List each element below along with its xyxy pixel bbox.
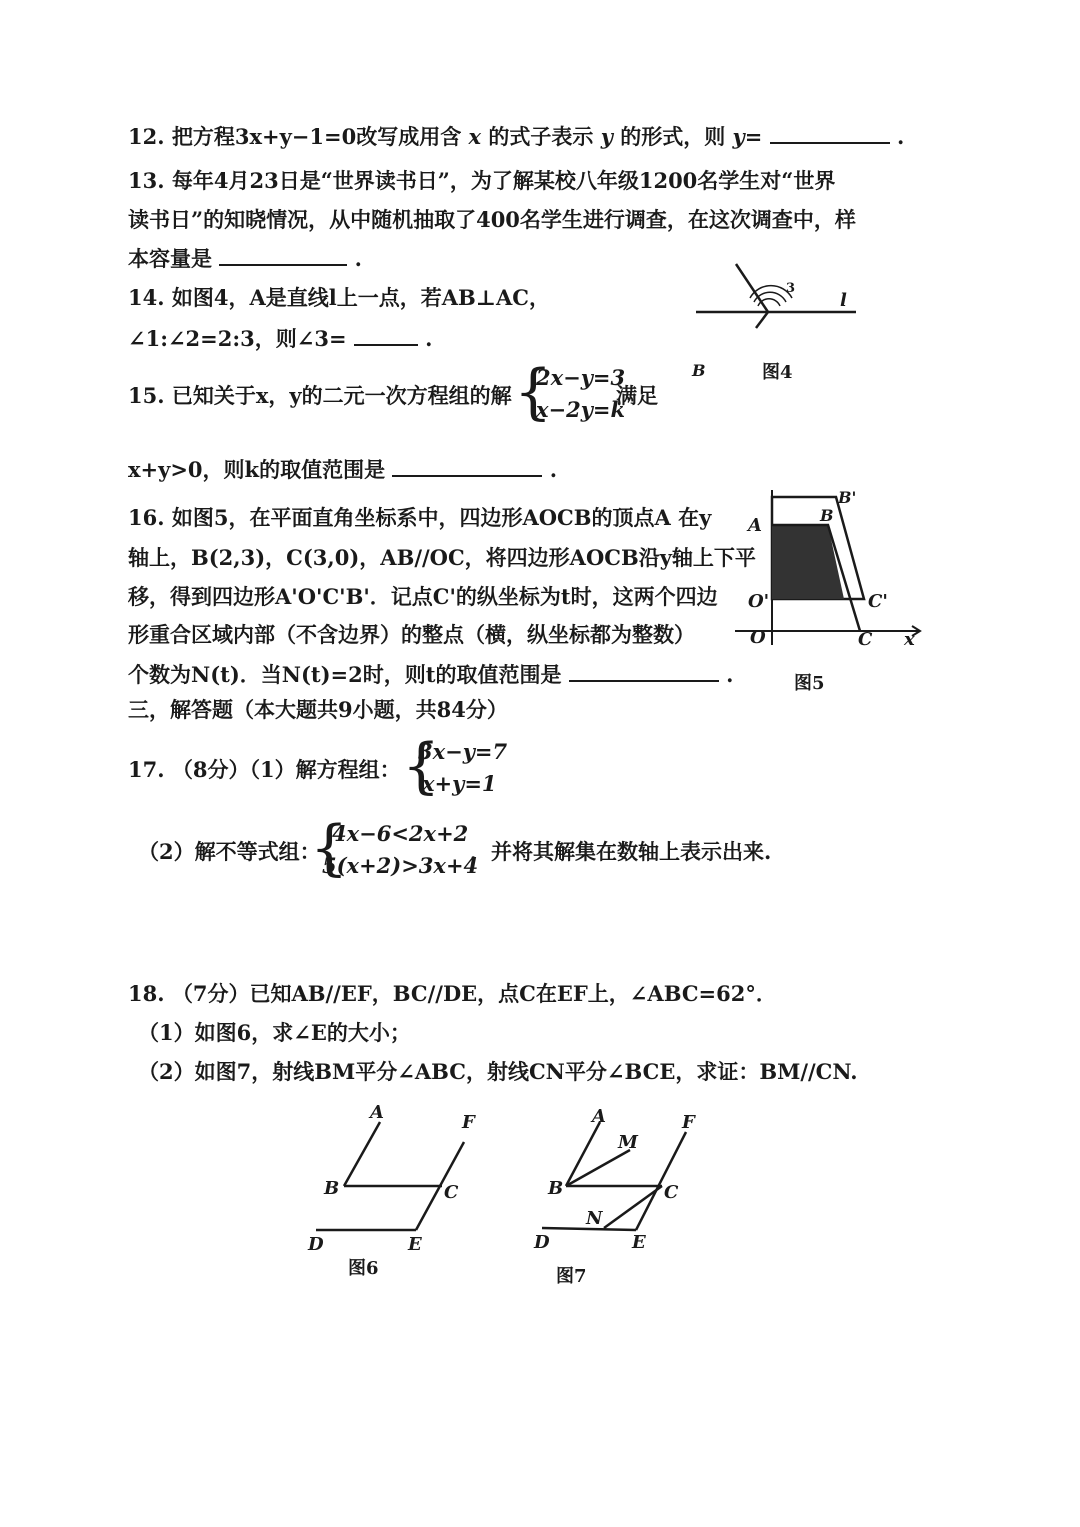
fig4-ray-ab (756, 312, 768, 328)
fig6-caption: 图6 (348, 1258, 379, 1279)
fig4-point-b-label: B (692, 361, 706, 380)
q13-answer-blank[interactable] (219, 244, 347, 266)
q16-line1: 如图5，在平面直角坐标系中，四边形AOCB的顶点A 在y (171, 505, 712, 530)
fig7-label-b: B (548, 1178, 564, 1199)
figure-6 (300, 1098, 500, 1288)
q12-answer-blank[interactable] (770, 122, 890, 144)
figure-4 (680, 250, 880, 400)
q15-text-pre: 已知关于x，y的二元一次方程组的解 (171, 383, 512, 408)
q17-number: 17. (128, 757, 165, 782)
q17-eq2: x+y=1 (422, 771, 497, 796)
q18-line2: （1）如图6，求∠E的大小； (138, 1020, 411, 1045)
figure-7 (520, 1098, 720, 1288)
fig5-caption: 图5 (794, 673, 825, 694)
fig4-caption: 图4 (762, 362, 793, 383)
question-13-line3 (128, 244, 362, 273)
fig5-label-x: x (904, 629, 915, 650)
fig5-label-c-prime: C' (868, 591, 888, 612)
q12-text-mid: 的式子表示 (488, 124, 594, 149)
fig7-ray-cn (604, 1186, 662, 1228)
q17-brace-1: { (402, 731, 441, 801)
q12-number: 12. (128, 124, 165, 149)
question-15-line2 (128, 455, 557, 484)
fig6-line-ab (344, 1122, 380, 1186)
q18-line1: （7分）已知AB//EF，BC//DE，点C在EF上，∠ABC=62°． (171, 981, 777, 1006)
fig7-label-e: E (632, 1232, 646, 1253)
fig6-label-e: E (408, 1234, 422, 1255)
q17-brace-2: { (310, 813, 349, 883)
q14-line2: ∠1:∠2=2:3，则∠3= (128, 326, 347, 351)
q15-eq2: x−2y=k (536, 397, 626, 422)
fig4-ray-ac (736, 264, 768, 312)
q12-text-post: 的形式，则 (620, 124, 726, 149)
q13-line1: 每年4月23日是“世界读书日”，为了解某校八年级1200名学生对“世界 (171, 168, 836, 193)
q17-part2-pre: （2）解不等式组： (138, 839, 321, 864)
q15-answer-blank[interactable] (392, 455, 542, 477)
fig7-label-f: F (682, 1112, 695, 1133)
fig7-label-a: A (592, 1106, 606, 1127)
question-17-line1 (128, 756, 401, 784)
q12-var-y: y (600, 124, 613, 149)
fig4-line-l-label: l (840, 290, 847, 311)
question-18-line1 (128, 980, 777, 1008)
q17-part2-post: ，并将其解集在数轴上表示出来. (470, 839, 772, 864)
q13-line2: 读书日”的知晓情况，从中随机抽取了400名学生进行调查，在这次调查中，样 (128, 207, 856, 232)
q16-number: 16. (128, 505, 165, 530)
fig6-label-a: A (370, 1102, 384, 1123)
fig5-label-b-prime: B' (838, 488, 857, 507)
q18-number: 18. (128, 981, 165, 1006)
q16-end: . (726, 662, 734, 687)
q14-line1: 如图4，A是直线l上一点，若AB⊥AC， (171, 285, 550, 310)
q18-line3: （2）如图7，射线BM平分∠ABC，射线CN平分∠BCE，求证：BM//CN. (138, 1059, 858, 1084)
fig6-label-f: F (462, 1112, 475, 1133)
fig7-label-d: D (534, 1232, 550, 1253)
question-14-line1 (128, 284, 550, 312)
section-3-title: 三，解答题（本大题共9小题，共84分） (128, 697, 508, 722)
question-13-line1 (128, 167, 835, 195)
fig5-label-o: O (750, 627, 766, 648)
q12-end: . (896, 124, 905, 149)
question-13-line2 (128, 206, 856, 234)
q15-line2: x+y>0，则k的取值范围是 (128, 457, 386, 482)
q12-y-eq: y= (732, 124, 763, 149)
q14-answer-blank[interactable] (354, 324, 418, 346)
fig5-overlap-region (772, 525, 844, 599)
question-15-line1 (128, 382, 512, 410)
q14-end: . (425, 326, 433, 351)
q15-text-post: 满足 (616, 383, 658, 408)
q12-text-pre: 把方程3x+y−1=0改写成用含 (171, 124, 462, 149)
fig6-label-b: B (324, 1178, 340, 1199)
fig7-label-m: M (618, 1132, 638, 1153)
q15-eq1: 2x−y=3 (536, 365, 626, 390)
fig6-label-c: C (444, 1182, 459, 1203)
q17-text: （8分）（1）解方程组： (171, 757, 401, 782)
fig5-label-a: A (748, 515, 762, 536)
question-16-line1 (128, 504, 711, 532)
q13-number: 13. (128, 168, 165, 193)
fig4-angle-3-label: 3 (786, 281, 796, 296)
q12-var-x: x (468, 124, 482, 149)
fig7-line-fe (636, 1132, 686, 1230)
figure-5 (730, 485, 930, 700)
q17-ineq1: 4x−6<2x+2 (332, 821, 469, 846)
fig7-label-c: C (664, 1182, 679, 1203)
q15-end: . (549, 457, 558, 482)
fig5-label-c: C (858, 629, 873, 650)
q15-brace: { (514, 357, 553, 427)
q16-line4: 形重合区域内部（不含边界）的整点（横，纵坐标都为整数） (128, 622, 695, 647)
question-14-line2 (128, 324, 432, 353)
q16-answer-blank[interactable] (569, 660, 719, 682)
q13-end: . (354, 246, 362, 271)
q16-line2: 轴上，B(2,3)，C(3,0)，AB//OC，将四边形AOCB沿y轴上下平 (128, 545, 756, 570)
q17-eq1: 3x−y=7 (418, 739, 508, 764)
question-12 (128, 122, 904, 151)
fig6-label-d: D (308, 1234, 324, 1255)
fig5-label-b: B (820, 506, 834, 525)
fig7-caption: 图7 (556, 1266, 587, 1287)
q16-line3: 移，得到四边形A'O'C'B'．记点C'的纵坐标为t时，这两个四边 (128, 584, 718, 609)
q13-line3: 本容量是 (128, 246, 212, 271)
q15-number: 15. (128, 383, 165, 408)
fig7-label-n: N (586, 1208, 603, 1229)
q17-ineq2: 5(x+2)>3x+4 (322, 853, 479, 878)
q14-number: 14. (128, 285, 165, 310)
fig5-label-o-prime: O' (748, 591, 770, 612)
question-16-line5 (128, 660, 733, 689)
q16-line5: 个数为N(t)．当N(t)=2时，则t的取值范围是 (128, 662, 562, 687)
